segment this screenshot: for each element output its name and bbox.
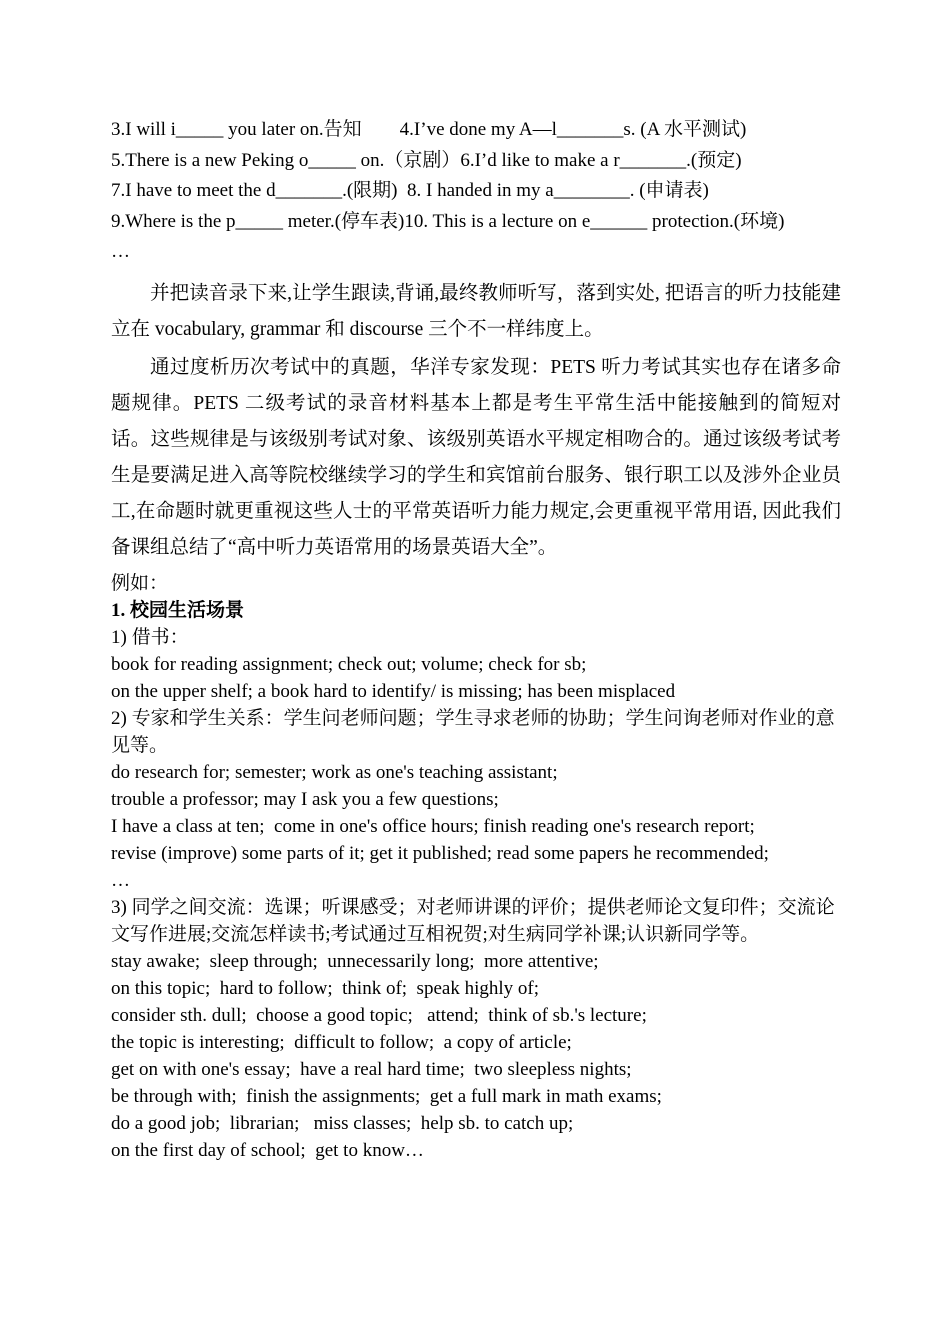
document-page [111, 115, 841, 1164]
exercise-line: 5.There is a new Peking o_____ on.（京剧）6.I’d like to make a r_______.(预定) [111, 149, 742, 171]
body-paragraph: 通过度析历次考试中的真题，华洋专家发现：PETS 听力考试其实也存在诸多命题规律。PETS 二级考试的录音材料基本上都是考生平常生活中能接触到的简短对话。这些规律是与该级别考试对象、该级别英语水平规定相吻合的。通过该级考试考生是要满足进入高等院校继续学习的学生和宾馆前台服务、银行职工以及涉外企业员工,在命题时就更重视这些人士的平常英语听力能力规定,会更重视平常用语, 因此我们备课组总结了“高中听力英语常用的场景英语大全”。 [111, 356, 841, 558]
subsection-title: 1) 借书： [111, 626, 189, 648]
phrase-line: trouble a professor; may I ask you a few questions; [111, 788, 499, 810]
subsection-teacher-student [111, 705, 841, 894]
subsection-classmates [111, 894, 841, 1164]
phrase-line: I have a class at ten; come in one's office hours; finish reading one's research report; [111, 815, 755, 837]
exercise-block [111, 115, 841, 268]
phrase-line: do a good job; librarian; miss classes; help sb. to catch up; [111, 1112, 574, 1134]
subsection-title: 3) 同学之间交流：选课；听课感受；对老师讲课的评价；提供老师论文复印件；交流论文写作进展;交流怎样读书;考试通过互相祝贺;对生病同学补课;认识新同学等。 [111, 896, 835, 945]
phrase-line: on this topic; hard to follow; think of; speak highly of; [111, 977, 539, 999]
subsection-borrowing-books [111, 624, 841, 705]
phrase-line: be through with; finish the assignments; get a full mark in math exams; [111, 1085, 662, 1107]
example-label: 例如： [111, 572, 169, 594]
phrase-line: do research for; semester; work as one's teaching assistant; [111, 761, 558, 783]
exercise-line: 3.I will i_____ you later on.告知 4.I’ve done my A—l_______s. (A 水平测试) [111, 119, 747, 140]
body-paragraph: 并把读音录下来,让学生跟读,背诵,最终教师听写，落到实处, 把语言的听力技能建立在 vocabulary, grammar 和 discourse 三个不一样纬度上。 [111, 282, 841, 340]
exercise-line: 7.I have to meet the d_______.(限期) 8. I handed in my a________. (申请表) [111, 180, 709, 201]
phrase-line: book for reading assignment; check out; volume; check for sb; [111, 653, 587, 675]
phrase-line: on the first day of school; get to know… [111, 1139, 424, 1161]
phrase-line: get on with one's essay; have a real hard time; two sleepless nights; [111, 1058, 632, 1080]
exercise-line: … [111, 241, 130, 262]
subsection-title: 2) 专家和学生关系：学生问老师问题；学生寻求老师的协助；学生问询老师对作业的意见等。 [111, 707, 835, 756]
phrase-line: stay awake; sleep through; unnecessarily long; more attentive; [111, 950, 599, 972]
phrase-line: revise (improve) some parts of it; get it published; read some papers he recommended; [111, 842, 769, 864]
phrase-line: on the upper shelf; a book hard to identify/ is missing; has been misplaced [111, 680, 676, 702]
phrase-line: consider sth. dull; choose a good topic; attend; think of sb.'s lecture; [111, 1004, 647, 1026]
section-heading: 1. 校园生活场景 [111, 599, 245, 621]
phrase-line: … [111, 869, 130, 891]
exercise-line: 9.Where is the p_____ meter.(停车表)10. This is a lecture on e______ protection.(环境) [111, 210, 785, 232]
phrase-line: the topic is interesting; difficult to follow; a copy of article; [111, 1031, 572, 1053]
